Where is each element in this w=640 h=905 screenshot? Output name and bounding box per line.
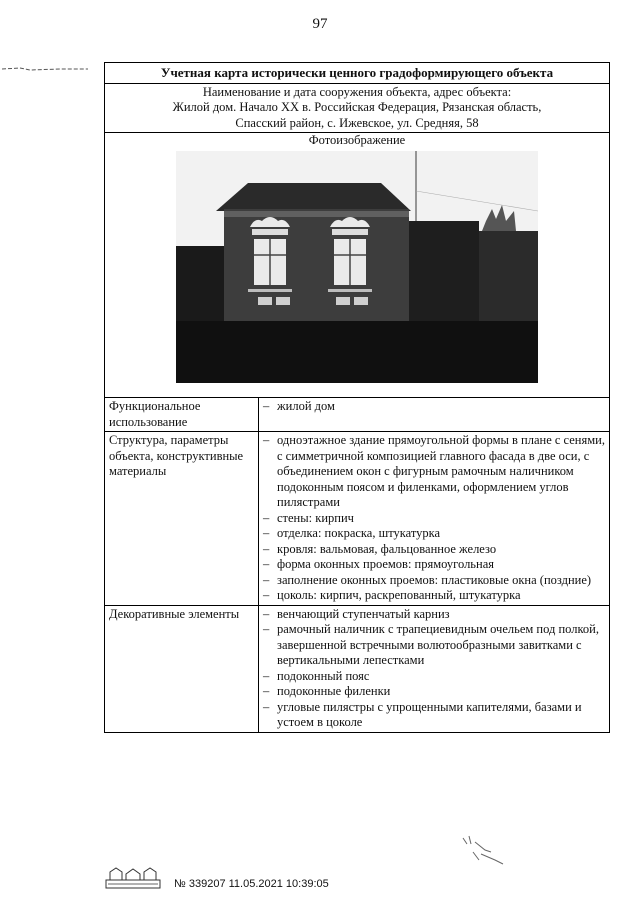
margin-scribble (0, 66, 95, 72)
object-header-line: Спасский район, с. Ижевское, ул. Средняя, 58 (235, 115, 479, 130)
building-photo-image (176, 151, 538, 383)
object-header (105, 83, 610, 133)
list-item: – угловые пилястры с упрощенными капителями, базами и устоем в цоколе (263, 700, 605, 731)
list-item: – рамочный наличник с трапециевидным очельем под полкой, завершенной встречными волютообразными завитками с вертикальными лепестками (263, 622, 605, 669)
list-item: – кровля: вальмовая, фальцованное железо (263, 542, 605, 558)
page-number: 97 (312, 16, 328, 32)
row-content (259, 605, 610, 732)
row-functional-use (105, 398, 610, 432)
list-item: – подоконные филенки (263, 684, 605, 700)
footer (104, 866, 329, 890)
building-photo (176, 151, 538, 383)
row-content (259, 398, 610, 432)
list-item: – жилой дом (263, 399, 605, 415)
registry-logo (104, 866, 162, 890)
photo-label: Фотоизображение (308, 133, 406, 147)
row-label: Декоративные элементы (105, 605, 259, 732)
photo-cell (105, 133, 610, 398)
row-label: Функциональное использование (105, 398, 259, 432)
signature-mark (455, 832, 515, 872)
list-item: – подоконный пояс (263, 669, 605, 685)
row-structure (105, 432, 610, 606)
list-item: – форма оконных проемов: прямоугольная (263, 557, 605, 573)
object-header-line: Наименование и дата сооружения объекта, адрес объекта: (202, 84, 512, 99)
list-item: – заполнение оконных проемов: пластиковые окна (поздние) (263, 573, 605, 589)
row-content (259, 432, 610, 606)
card-title: Учетная карта исторически ценного градоформирующего объекта (105, 63, 610, 84)
row-decorative (105, 605, 610, 732)
row-label: Структура, параметры объекта, конструктивные материалы (105, 432, 259, 606)
list-item: – цоколь: кирпич, раскрепованный, штукатурка (263, 588, 605, 604)
registration-card (104, 62, 610, 733)
document-id: № 339207 11.05.2021 10:39:05 (174, 878, 329, 890)
object-header-line: Жилой дом. Начало XX в. Российская Федерация, Рязанская область, (172, 100, 542, 114)
list-item: – венчающий ступенчатый карниз (263, 607, 605, 623)
list-item: – отделка: покраска, штукатурка (263, 526, 605, 542)
list-item: – одноэтажное здание прямоугольной формы в плане с сенями, с симметричной композицией главного фасада в две оси, с объединением окон с фигурным рамочным наличником подоконным поясом и филенками, оформлением углов пилястрами (263, 433, 605, 511)
list-item: – стены: кирпич (263, 511, 605, 527)
